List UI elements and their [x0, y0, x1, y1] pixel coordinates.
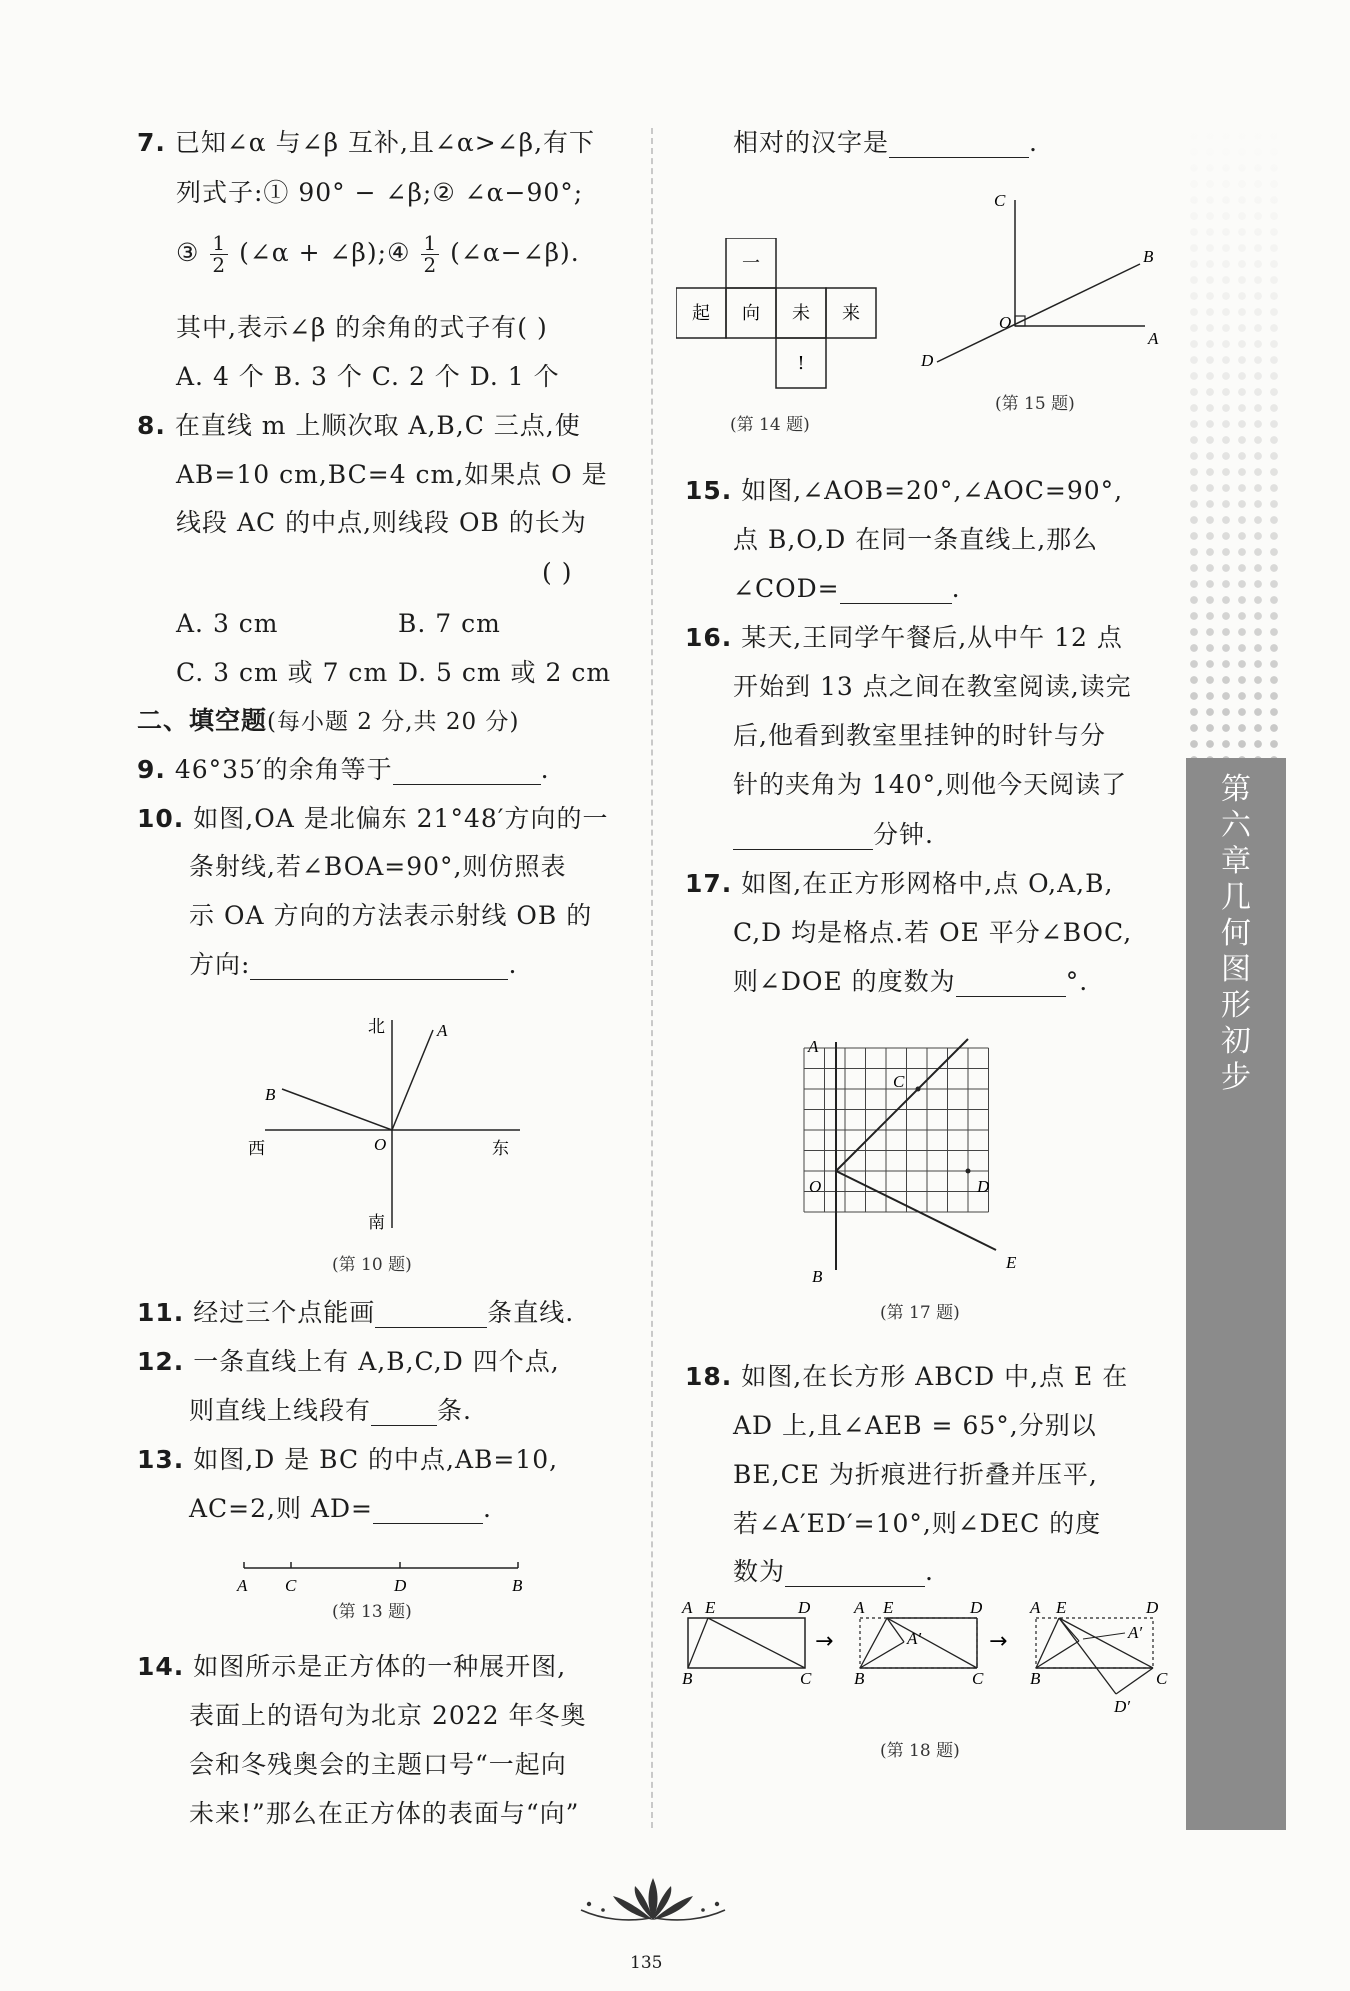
- q17-label-d: D: [977, 1177, 990, 1196]
- q10-number: 10.: [137, 804, 185, 833]
- q13-answer-blank[interactable]: [373, 1501, 483, 1524]
- q10-label-west: 西: [248, 1139, 265, 1159]
- q13-line2-text: AC=2,则 AD=: [189, 1494, 373, 1523]
- q18-p2-e: E: [883, 1598, 894, 1617]
- q10: [137, 804, 608, 834]
- q18-line4: 若∠A′ED′=10°,则∠DEC 的度: [733, 1509, 1102, 1538]
- q8-line1: 在直线 m 上顺次取 A,B,C 三点,使: [174, 411, 581, 440]
- q10-label-north: 北: [368, 1017, 385, 1037]
- q13-number: 13.: [137, 1445, 185, 1474]
- q18-arrow-1: →: [815, 1629, 834, 1654]
- q15-label-o: O: [999, 313, 1012, 332]
- q11-answer-blank[interactable]: [375, 1305, 487, 1328]
- q11-end: 条直线.: [487, 1298, 575, 1327]
- q14-cube-net: [676, 238, 886, 393]
- q10-label-o: O: [374, 1135, 387, 1154]
- q11-number: 11.: [137, 1298, 185, 1327]
- q18-figure: [678, 1598, 1178, 1718]
- q18-p1-b: B: [682, 1669, 693, 1688]
- q15-answer-blank[interactable]: [840, 581, 952, 604]
- page-number: 135: [630, 1953, 663, 1973]
- q14-caption: (第 14 题): [730, 415, 810, 435]
- column-divider: [651, 128, 653, 1828]
- q18-p2-a: A: [854, 1598, 865, 1617]
- q15-number: 15.: [685, 476, 733, 505]
- q8-line2: AB=10 cm,BC=4 cm,如果点 O 是: [176, 460, 608, 489]
- q16: [685, 623, 1123, 653]
- q17-caption: (第 17 题): [880, 1303, 960, 1323]
- q7-fraction-2: [421, 233, 439, 276]
- q16-line5: [733, 820, 934, 850]
- q8: [137, 411, 581, 441]
- q18-end: .: [925, 1557, 934, 1586]
- q13-label-d: D: [394, 1576, 407, 1595]
- q16-line3: 后,他看到教室里挂钟的时针与分: [733, 721, 1106, 750]
- q17-label-o: O: [809, 1177, 822, 1196]
- q15-line-bd: [937, 264, 1140, 362]
- q15-end: .: [951, 574, 961, 603]
- section-heading: [137, 706, 519, 737]
- q18-p3-d: D: [1146, 1598, 1159, 1617]
- q12-line2: [189, 1396, 472, 1426]
- q18-line2: AD 上,且∠AEB = 65°,分别以: [733, 1411, 1097, 1440]
- q7-fraction-2-num: 1: [423, 231, 438, 255]
- q17-label-b: B: [812, 1267, 823, 1286]
- q12-answer-blank[interactable]: [371, 1403, 437, 1426]
- q10-caption: (第 10 题): [332, 1255, 412, 1275]
- q18-line5: [733, 1557, 934, 1587]
- q18-p1-a: A: [682, 1598, 693, 1617]
- q18-d1c-3: [1116, 1668, 1153, 1694]
- q16-line1: 某天,王同学午餐后,从中午 12 点: [741, 623, 1123, 652]
- q10-label-east: 东: [492, 1139, 509, 1159]
- q9-text: 46°35′的余角等于: [174, 755, 393, 784]
- q12-line2-text: 则直线上线段有: [189, 1396, 372, 1425]
- q18-p2-a1: A′: [907, 1629, 922, 1648]
- q14-answer-blank[interactable]: [889, 135, 1029, 158]
- q8-option-b: B. 7 cm: [398, 609, 501, 638]
- q14-char-4: 来: [842, 303, 860, 324]
- q15-line2: 点 B,O,D 在同一条直线上,那么: [733, 525, 1099, 554]
- q10-label-south: 南: [368, 1213, 385, 1233]
- q18-arrow-2: →: [989, 1629, 1008, 1654]
- q13-end: .: [482, 1494, 492, 1523]
- q18-p3-b: B: [1030, 1669, 1041, 1688]
- q15-line1: 如图,∠AOB=20°,∠AOC=90°,: [741, 476, 1124, 505]
- q15-label-b: B: [1143, 247, 1154, 266]
- q18-p3-a: A: [1030, 1598, 1041, 1617]
- q8-number: 8.: [137, 411, 166, 440]
- q7-number: 7.: [137, 128, 166, 157]
- q8-option-c: C. 3 cm 或 7 cm: [176, 658, 389, 687]
- q14-char-1: 起: [692, 303, 710, 324]
- q7-options: A. 4 个 B. 3 个 C. 2 个 D. 1 个: [176, 362, 560, 391]
- q7-opt4-expr: (∠α−∠β).: [450, 238, 580, 267]
- q18-p1-d: D: [798, 1598, 811, 1617]
- q14-line3: 会和冬残奥会的主题口号“一起向: [189, 1750, 567, 1779]
- q17-ray-oc: [836, 1039, 968, 1171]
- q10-answer-blank[interactable]: [250, 957, 508, 980]
- q14-char-2: 向: [742, 303, 760, 324]
- q16-number: 16.: [685, 623, 733, 652]
- q14-continuation: [733, 128, 1038, 158]
- q18-number: 18.: [685, 1362, 733, 1391]
- q7-opt3-expr: (∠α + ∠β);④: [239, 238, 411, 267]
- q18-p1-c: C: [800, 1669, 812, 1688]
- q13-label-b: B: [512, 1576, 523, 1595]
- q18-ea1-2: [887, 1618, 904, 1642]
- q18-panel-2: [853, 1598, 984, 1688]
- q17-point-d: [966, 1169, 971, 1174]
- q15-line3: [733, 574, 961, 604]
- q7: [137, 128, 595, 158]
- q10-line4: [189, 950, 517, 980]
- q9-end: .: [540, 755, 550, 784]
- q8-line3: 线段 AC 的中点,则线段 OB 的长为: [176, 508, 587, 537]
- q10-end: .: [508, 950, 518, 979]
- q17: [685, 869, 1113, 899]
- q18: [685, 1362, 1128, 1392]
- q18-p3-c: C: [1156, 1669, 1168, 1688]
- q17-line2: C,D 均是格点.若 OE 平分∠BOC,: [733, 918, 1133, 947]
- q16-line4: 针的夹角为 140°,则他今天阅读了: [733, 770, 1128, 799]
- q12: [137, 1347, 560, 1377]
- q8-option-a: A. 3 cm: [176, 609, 279, 638]
- q10-label-b: B: [265, 1085, 276, 1104]
- q17-line3: [733, 967, 1088, 997]
- q10-figure: [240, 1010, 540, 1245]
- q17-number: 17.: [685, 869, 733, 898]
- q18-p1-e: E: [705, 1598, 716, 1617]
- q7-fraction-2-den: 2: [423, 253, 438, 277]
- q10-ray-oa: [392, 1030, 433, 1130]
- floral-ornament-icon: [573, 1872, 733, 1927]
- q18-line3: BE,CE 为折痕进行折叠并压平,: [733, 1460, 1098, 1489]
- q11-text: 经过三个点能画: [193, 1298, 376, 1327]
- q13-label-c: C: [285, 1576, 297, 1595]
- q14-char-3: 未: [792, 303, 810, 324]
- q13: [137, 1445, 558, 1475]
- q18-panel-1: [681, 1598, 812, 1688]
- q18-line5-text: 数为: [733, 1557, 786, 1586]
- chapter-tab-label: 第六章 几何图形初步: [1221, 772, 1251, 1095]
- q17-label-a: A: [808, 1037, 819, 1056]
- q10-line4-text: 方向:: [189, 950, 251, 979]
- q10-label-a: A: [437, 1021, 448, 1040]
- q18-p3-e: E: [1056, 1598, 1067, 1617]
- q18-ed1-3: [1059, 1618, 1116, 1694]
- q14-line1: 如图所示是正方体的一种展开图,: [193, 1652, 567, 1681]
- q18-caption: (第 18 题): [880, 1741, 960, 1761]
- q17-end: °.: [1065, 967, 1089, 996]
- q15-line3-text: ∠COD=: [733, 574, 840, 603]
- q9-answer-blank[interactable]: [393, 762, 541, 785]
- q15-figure: [915, 186, 1175, 376]
- q7-fraction-1-num: 1: [212, 231, 227, 255]
- q10-line2: 条射线,若∠BOA=90°,则仿照表: [189, 852, 567, 881]
- q15-label-c: C: [994, 191, 1006, 210]
- q7-fraction-1: [210, 233, 228, 276]
- q18-p3-d1: D′: [1114, 1697, 1130, 1716]
- q14-char-bottom: !: [797, 353, 805, 374]
- q14-line4: 未来!”那么在正方体的表面与“向”: [189, 1799, 580, 1828]
- q13-caption: (第 13 题): [332, 1602, 412, 1622]
- q17-ray-oe: [836, 1171, 996, 1250]
- q18-p2-b: B: [854, 1669, 865, 1688]
- q7-line4: 其中,表示∠β 的余角的式子有( ): [176, 313, 548, 342]
- q17-line3-text: 则∠DOE 的度数为: [733, 967, 956, 996]
- q18-panel-3: [1029, 1598, 1168, 1716]
- section-title: 二、填空题: [137, 706, 268, 735]
- q13-label-a: A: [237, 1576, 248, 1595]
- q12-line1: 一条直线上有 A,B,C,D 四个点,: [193, 1347, 560, 1376]
- section-note: (每小题 2 分,共 20 分): [267, 709, 520, 735]
- q9-number: 9.: [137, 755, 166, 784]
- q9: [137, 755, 550, 785]
- q17-label-c: C: [893, 1072, 905, 1091]
- q17-line1: 如图,在正方形网格中,点 O,A,B,: [741, 869, 1114, 898]
- q18-fold-ce-2: [887, 1618, 977, 1668]
- q14-line2: 表面上的语句为北京 2022 年冬奥: [189, 1701, 587, 1730]
- q17-grid-figure: [800, 1030, 1040, 1290]
- q16-line2: 开始到 13 点之间在教室阅读,读完: [733, 672, 1132, 701]
- q13-line2: [189, 1494, 492, 1524]
- q8-answer-paren: ( ): [542, 558, 573, 587]
- decoration-fade: [1186, 128, 1286, 758]
- q16-answer-blank[interactable]: [733, 827, 873, 850]
- q12-end: 条.: [437, 1396, 472, 1425]
- q18-fold-be-1: [688, 1618, 708, 1668]
- q10-line1: 如图,OA 是北偏东 21°48′方向的一: [193, 804, 609, 833]
- q7-line3: [176, 233, 580, 276]
- q11: [137, 1298, 574, 1328]
- q15-label-d: D: [921, 351, 934, 370]
- q7-line1: 已知∠α 与∠β 互补,且∠α>∠β,有下: [174, 128, 596, 157]
- q16-end: 分钟.: [873, 820, 934, 849]
- q18-p3-a1: A′: [1128, 1623, 1143, 1642]
- q12-number: 12.: [137, 1347, 185, 1376]
- q18-p2-c: C: [972, 1669, 984, 1688]
- q18-p2-d: D: [970, 1598, 983, 1617]
- q15-caption: (第 15 题): [995, 394, 1075, 414]
- q8-option-d: D. 5 cm 或 2 cm: [398, 658, 612, 687]
- q13-line1: 如图,D 是 BC 的中点,AB=10,: [193, 1445, 559, 1474]
- q17-label-e: E: [1006, 1253, 1017, 1272]
- q7-fraction-1-den: 2: [212, 253, 227, 277]
- q17-answer-blank[interactable]: [956, 974, 1066, 997]
- q14-end: .: [1029, 128, 1038, 157]
- q14-number: 14.: [137, 1652, 185, 1681]
- q14-char-top: 一: [742, 253, 760, 274]
- q15: [685, 476, 1123, 506]
- q18-fold-ce-1: [708, 1618, 805, 1668]
- q7-line2: 列式子:① 90° − ∠β;② ∠α−90°;: [176, 178, 584, 207]
- q10-ray-ob: [282, 1089, 392, 1130]
- q18-line1: 如图,在长方形 ABCD 中,点 E 在: [741, 1362, 1129, 1391]
- q7-opt3-mark: ③: [176, 238, 200, 267]
- q14-cont-text: 相对的汉字是: [733, 128, 890, 157]
- q10-line3: 示 OA 方向的方法表示射线 OB 的: [189, 901, 593, 930]
- q14: [137, 1652, 566, 1682]
- q17-point-c: [916, 1087, 921, 1092]
- q18-answer-blank[interactable]: [785, 1564, 925, 1587]
- q15-label-a: A: [1148, 329, 1159, 348]
